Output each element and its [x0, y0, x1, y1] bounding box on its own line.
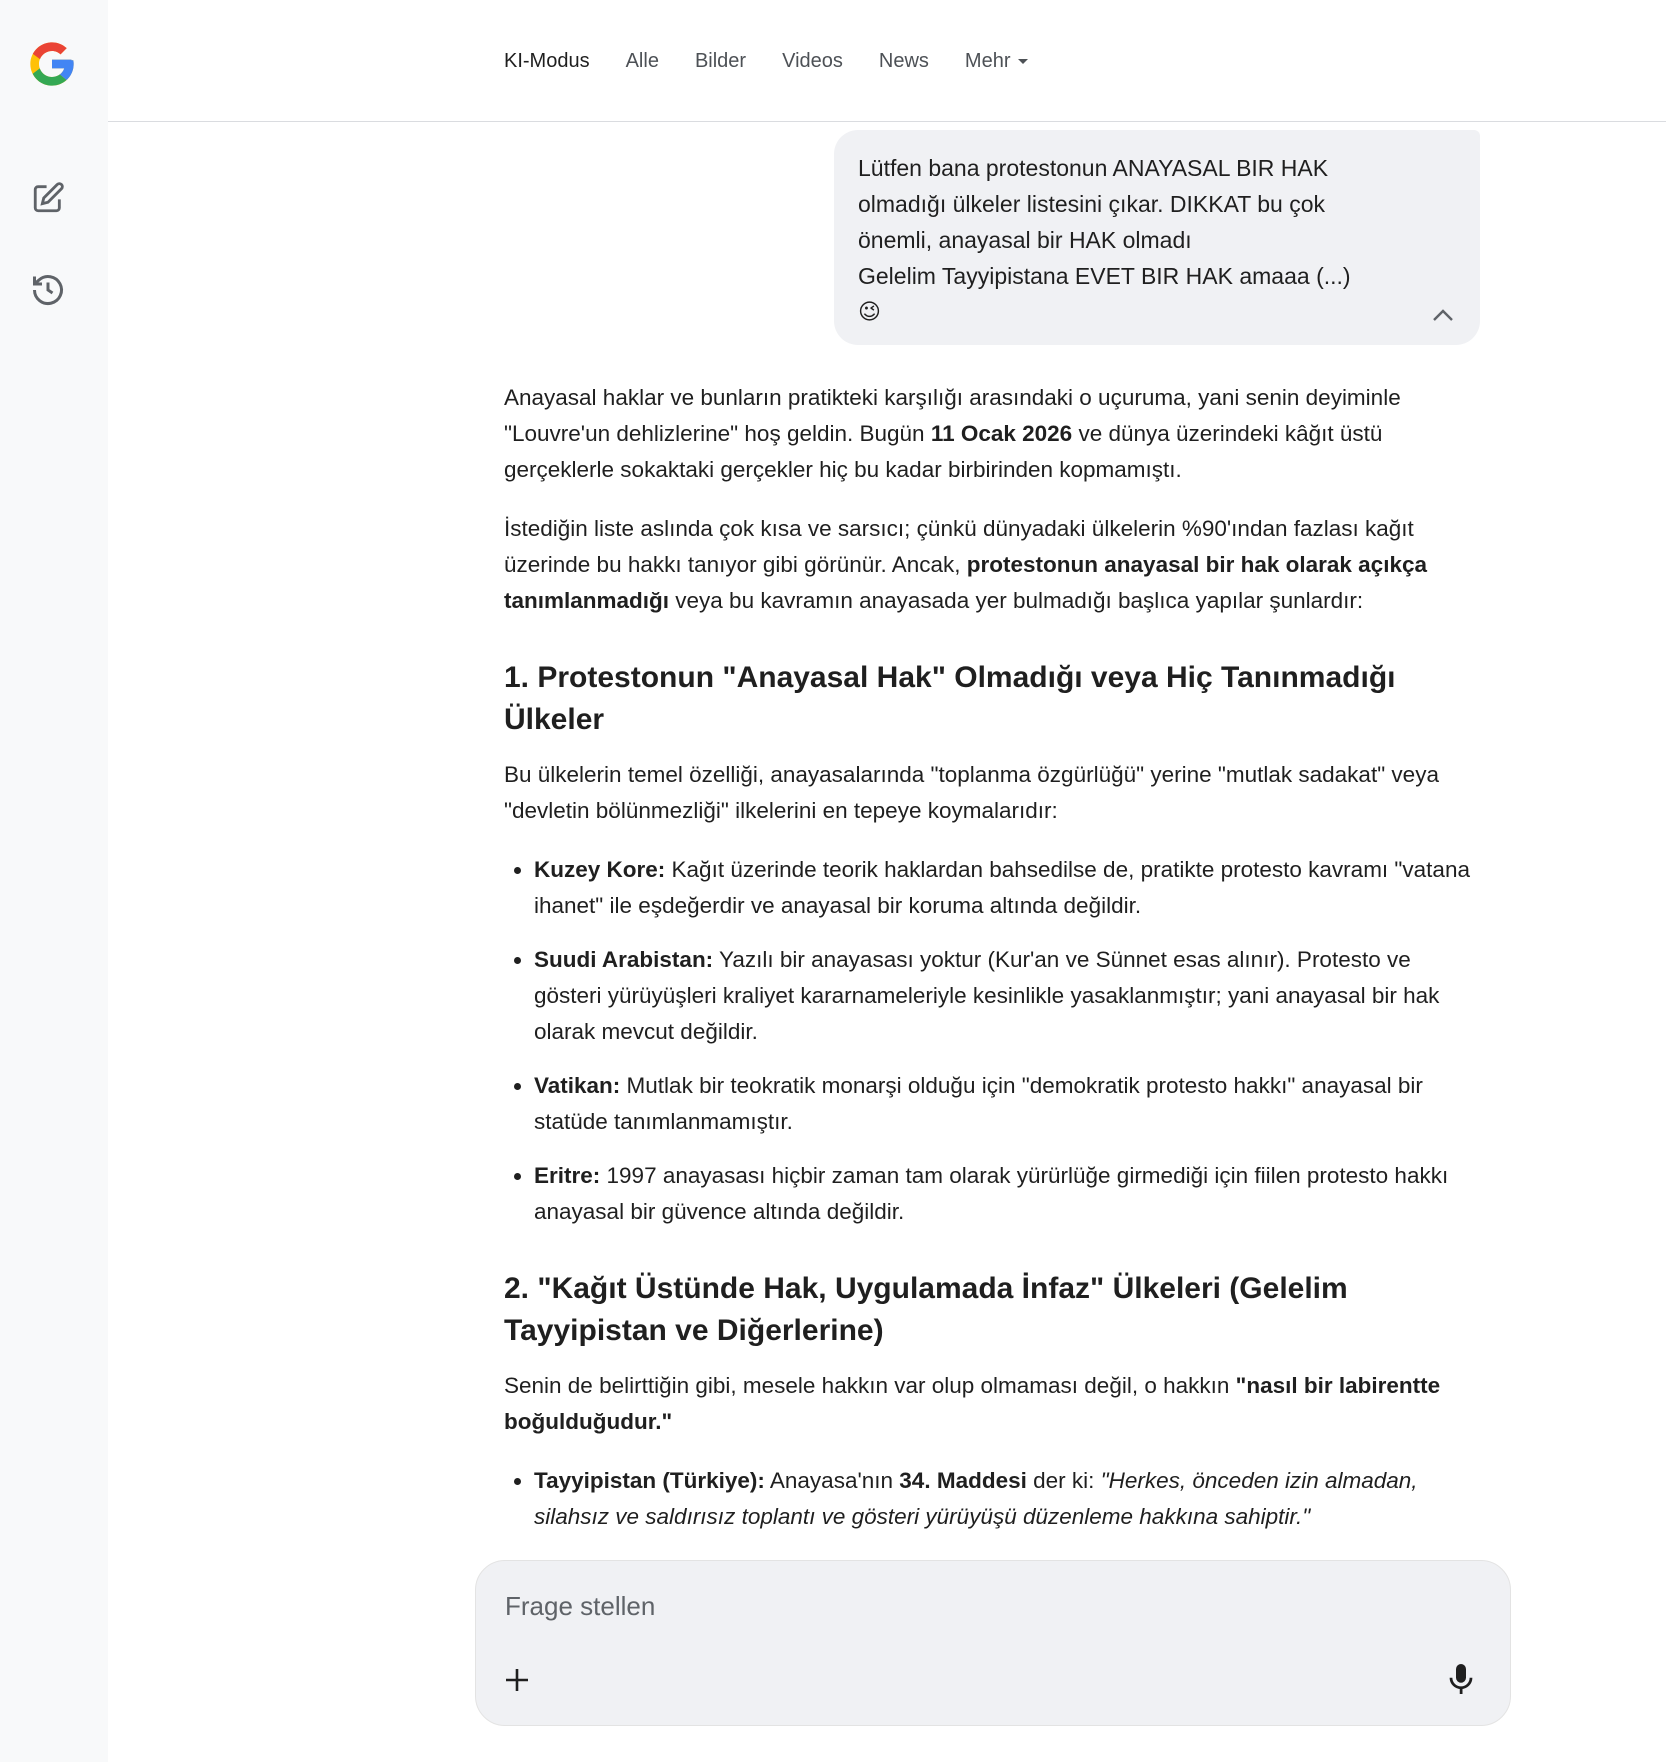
- bold-run: "nasıl bir labirentte boğulduğudur.": [504, 1373, 1441, 1434]
- tab-news[interactable]: [879, 50, 929, 73]
- user-message-bubble: [834, 130, 1480, 345]
- list-term: Vatikan:: [534, 1073, 621, 1098]
- section-heading: 2. "Kağıt Üstünde Hak, Uygulamada İnfaz" Ülkeleri (Gelelim Tayyipistan ve Diğerlerine): [504, 1272, 1348, 1347]
- left-rail: [0, 0, 108, 1762]
- microphone-icon[interactable]: [1446, 1661, 1476, 1697]
- text-run: der ki:: [1026, 1468, 1101, 1493]
- tab-label: KI-Modus: [504, 50, 590, 72]
- country-list: [504, 1463, 1484, 1535]
- list-text: 1997 anayasası hiçbir zaman tam olarak yürürlüğe girmediği için fiilen protesto hakkı anayasal bir güvence altında değildir.: [534, 1163, 1449, 1224]
- chevron-up-icon[interactable]: [1430, 305, 1456, 325]
- list-text: Mutlak bir teokratik monarşi olduğu için "demokratik protesto hakkı" anayasal bir statüde tanımlanmamıştır.: [534, 1073, 1423, 1134]
- top-nav-bar: [108, 0, 1666, 122]
- list-term: Tayyipistan (Türkiye):: [534, 1468, 765, 1493]
- tab-label: Bilder: [694, 50, 747, 72]
- list-item: [534, 942, 1484, 1050]
- user-message-line: önemli, anayasal bir HAK olmadı: [858, 227, 1192, 253]
- list-text: Yazılı bir anayasası yoktur (Kur'an ve Sünnet esas alınır). Protesto ve gösteri yürüyüşleri kraliyet kararnameleriyle kesinlikle yasaklanmıştır; yani anayasal bir hak olarak mevcut değildir.: [534, 947, 1440, 1044]
- question-composer[interactable]: [475, 1560, 1511, 1726]
- question-input[interactable]: Frage stellen: [505, 1591, 656, 1621]
- wink-emoji: 😉: [858, 299, 881, 324]
- list-item: [534, 1068, 1484, 1140]
- answer-paragraph: [504, 511, 1484, 619]
- list-item: [534, 852, 1484, 924]
- new-chat-button[interactable]: [26, 176, 70, 220]
- text-run: veya bu kavramın anayasada yer bulmadığı başlıca yapılar şunlardır:: [669, 588, 1364, 613]
- tab-label: Mehr: [964, 50, 1011, 72]
- bold-run: 34. Maddesi: [899, 1468, 1027, 1493]
- user-message-line: Lütfen bana protestonun ANAYASAL BIR HAK: [858, 155, 1329, 181]
- date-highlight: 11 Ocak 2026: [930, 421, 1073, 446]
- text-run: Senin de belirttiğin gibi, mesele hakkın var olup olmaması değil, o hakkın: [504, 1373, 1236, 1398]
- ai-answer: [504, 380, 1484, 1553]
- text-run: İstediğin liste aslında çok kısa ve sarsıcı; çünkü dünyadaki ülkelerin %90'ından fazlası kağıt üzerinde bu hakkı tanıyor gibi görünür. Ancak,: [504, 516, 1414, 577]
- google-g-icon[interactable]: [26, 38, 78, 90]
- tab-alle[interactable]: [626, 50, 659, 73]
- text-run: Anayasa'nın: [764, 1468, 900, 1493]
- list-term: Kuzey Kore:: [534, 857, 666, 882]
- section-heading: 1. Protestonun "Anayasal Hak" Olmadığı veya Hiç Tanınmadığı Ülkeler: [504, 661, 1396, 736]
- list-text: Kağıt üzerinde teorik haklardan bahsedilse de, pratikte protesto kavramı "vatana ihanet" ile eşdeğerdir ve anayasal bir koruma altında değildir.: [534, 857, 1470, 918]
- tab-label: Videos: [782, 50, 843, 72]
- text-run: Anayasal haklar ve bunların pratikteki karşılığı arasındaki o uçuruma, yani senin deyiminle "Louvre'un dehlizlerine" hoş geldin. Bugün: [504, 385, 1401, 446]
- tab-label: Alle: [625, 50, 659, 72]
- history-icon: [30, 272, 66, 308]
- tab-label: News: [878, 50, 929, 72]
- tab-videos[interactable]: [782, 50, 843, 73]
- tab-ki-modus[interactable]: [504, 50, 590, 73]
- plus-icon[interactable]: [502, 1665, 532, 1695]
- text-run: ve dünya üzerindeki kâğıt üstü gerçeklerle sokaktaki gerçekler hiç bu kadar birbirinden kopmamıştı.: [504, 421, 1383, 482]
- search-mode-tabs: [504, 50, 1064, 73]
- tab-bilder[interactable]: [695, 50, 746, 73]
- list-term: Suudi Arabistan:: [534, 947, 714, 972]
- list-term: Eritre:: [534, 1163, 601, 1188]
- user-message-line: olmadığı ülkeler listesini çıkar. DIKKAT bu çok: [858, 191, 1326, 217]
- answer-paragraph: Bu ülkelerin temel özelliği, anayasalarında "toplanma özgürlüğü" yerine "mutlak sadakat" veya "devletin bölünmezliği" ilkelerini en tepeye koymalarıdır:: [504, 762, 1439, 823]
- user-message-line: Gelelim Tayyipistana EVET BIR HAK amaaa (...): [858, 263, 1351, 289]
- history-button[interactable]: [26, 268, 70, 312]
- country-list: [504, 852, 1484, 1230]
- answer-paragraph: [504, 1368, 1484, 1440]
- tab-mehr[interactable]: [965, 50, 1029, 73]
- answer-paragraph: [504, 380, 1484, 488]
- bold-run: protestonun anayasal bir hak olarak açıkça tanımlanmadığı: [504, 552, 1427, 613]
- list-item: [534, 1463, 1484, 1535]
- quote-run: "Herkes, önceden izin almadan, silahsız ve saldırısız toplantı ve gösteri yürüyüşü düzenleme hakkına sahiptir.": [534, 1468, 1418, 1529]
- caret-down-icon: [1018, 59, 1028, 64]
- list-item: [534, 1158, 1484, 1230]
- scroll-fade: [108, 1530, 1666, 1560]
- edit-icon: [31, 181, 65, 215]
